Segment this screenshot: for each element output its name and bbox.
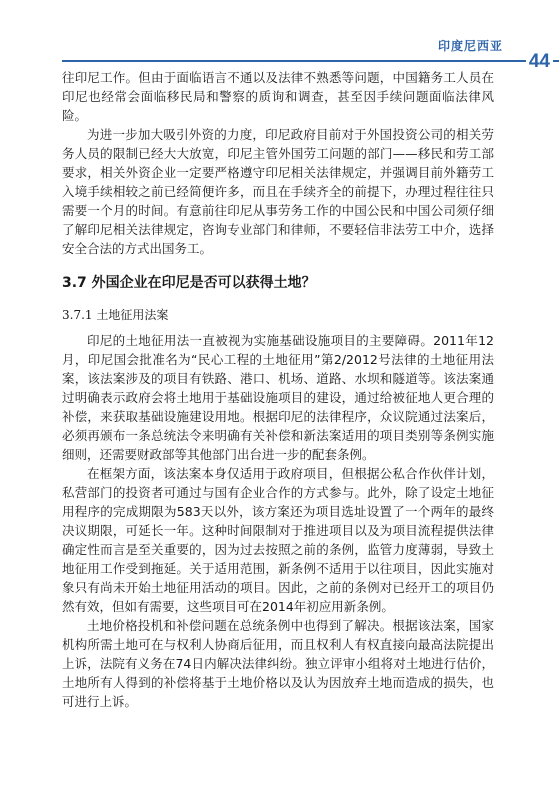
header-rule — [62, 60, 559, 62]
paragraph-labor-policy: 为进一步加大吸引外资的力度，印尼政府目前对于外国投资公司的相关劳务人员的限制已经大大放宽，印尼主管外国劳工问题的部门——移民和劳工部要求，相关外资企业一定要严格遵守印尼相关法律规定，并强调目前外籍劳工入境手续相较之前已经简便许多，而且在手续齐全的前提下，办理过程往往只需要一个月的时间。有意前往印尼从事劳务工作的中国公民和中国公司须仔细了解印尼相关法律规定，咨询专业部门和律师，不要轻信非法劳工中介，选择安全合法的方式出国务工。 — [62, 127, 494, 256]
section-heading-3-7: 3.7 外国企业在印尼是否可以获得土地？ — [62, 275, 316, 291]
paragraph-continued: 往印尼工作。但由于面临语言不通以及法律不熟悉等问题，中国籍务工人员在印尼也经常会面临移民局和警察的质询和调查，甚至因手续问题面临法律风险。 — [62, 70, 494, 123]
page-number: 44 — [526, 51, 553, 73]
paragraph-land-law-intro: 印尼的土地征用法一直被视为实施基础设施项目的主要障碍。2011年12月，印尼国会批准名为“民心工程的土地征用”第2/2012号法律的土地征用法案，该法案涉及的项目有铁路、港口、机场、道路、水坝和隧道等。该法案通过明确表示政府会将土地用于基础设施项目的建设，通过给被征地人更合理的补偿，来获取基础设施建设用地。根据印尼的法律程序，众议院通过法案后，必须再颁布一条总统法令来明确有关补偿和新法案适用的项目类别等条例实施细则，还需要财政部等其他部门出台进一步的配套条例。 — [62, 333, 494, 462]
subsection-heading-3-7-1: 3.7.1 土地征用法案 — [62, 308, 169, 322]
paragraph-framework: 在框架方面，该法案本身仅适用于政府项目，但根据公私合作伙伴计划，私营部门的投资者可通过与国有企业合作的方式参与。此外，除了设定土地征用程序的完成期限为583天以外，该方案还为项目选址设置了一个两年的最终决议期限，可延长一年。这种时间限制对于推进项目以及为项目流程提供法律确定性而言是至关重要的，因为过去按照之前的条例，监管力度薄弱，导致土地征用工作受到拖延。关于适用范围，新条例不适用于以往项目，因此实施对象只有尚未开始土地征用活动的项目。因此，之前的条例对已经开工的项目仍然有效，但如有需要，这些项目可在2014年初应用新条例。 — [62, 466, 494, 614]
running-header-country: 印度尼西亚 — [437, 39, 503, 53]
page-body — [62, 68, 494, 711]
paragraph-compensation: 土地价格投机和补偿问题在总统条例中也得到了解决。根据该法案，国家机构所需土地可在与权利人协商后征用，而且权利人有权直接向最高法院提出上诉，法院有义务在74日内解决法律纠纷。独立评审小组将对土地进行估价，土地所有人得到的补偿将基于土地价格以及认为因放弃土地而造成的损失，也可进行上诉。 — [62, 618, 494, 709]
